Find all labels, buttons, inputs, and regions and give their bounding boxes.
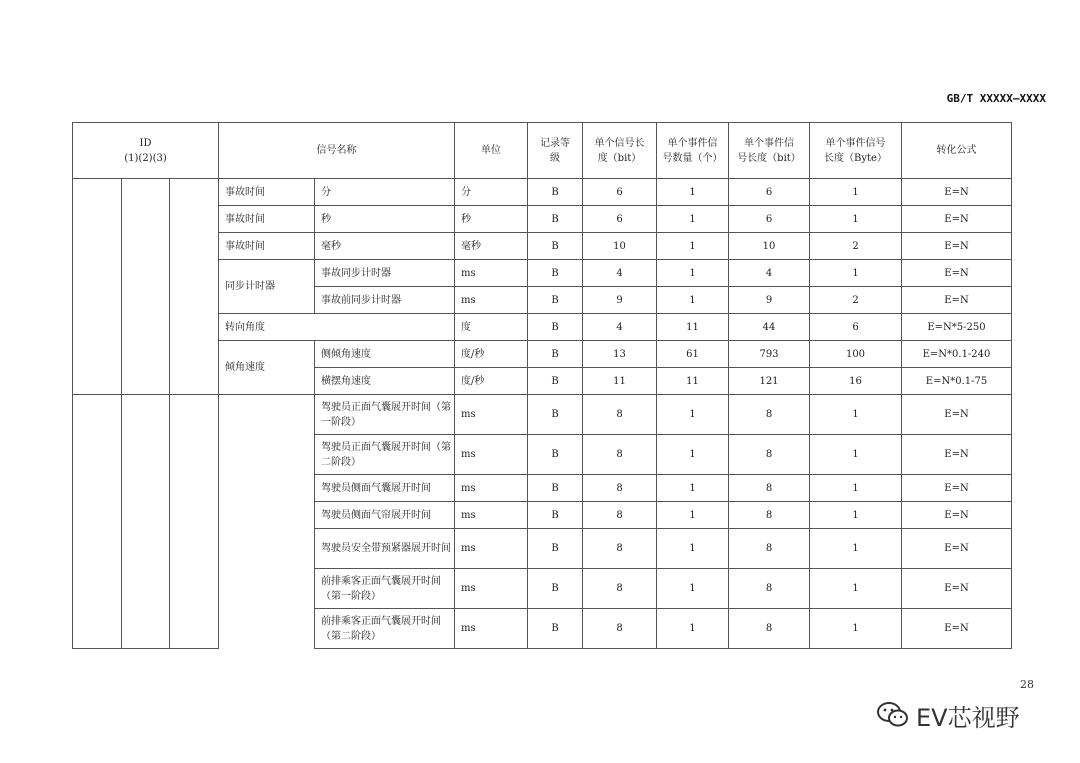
row-level: B xyxy=(528,179,583,206)
row-length: 4 xyxy=(583,260,657,287)
row-length: 8 xyxy=(583,529,657,569)
row-signal-name: 横摆角速度 xyxy=(315,368,455,395)
row-signal-name: 侧倾角速度 xyxy=(315,341,455,368)
row-bytes: 1 xyxy=(810,260,902,287)
id-col-3-cont xyxy=(170,395,219,649)
row-bytes: 100 xyxy=(810,341,902,368)
row-bytes: 1 xyxy=(810,435,902,475)
row-bytes: 16 xyxy=(810,368,902,395)
row-count: 1 xyxy=(657,395,729,435)
row-unit: ms xyxy=(455,609,528,649)
row-group: 倾角速度 xyxy=(219,341,315,395)
row-bytes: 1 xyxy=(810,179,902,206)
row-group: 事故时间 xyxy=(219,233,315,260)
row-length: 8 xyxy=(583,609,657,649)
row-length: 6 xyxy=(583,179,657,206)
row-bytes: 1 xyxy=(810,609,902,649)
row-bits: 8 xyxy=(729,502,810,529)
row-unit: 度 xyxy=(455,314,528,341)
row-bits: 4 xyxy=(729,260,810,287)
row-unit: ms xyxy=(455,475,528,502)
row-bytes: 1 xyxy=(810,475,902,502)
row-length: 13 xyxy=(583,341,657,368)
header-signal-length-l2: 度（bit） xyxy=(597,152,642,164)
row-level: B xyxy=(528,502,583,529)
row-bytes: 1 xyxy=(810,206,902,233)
row-count: 11 xyxy=(657,314,729,341)
row-level: B xyxy=(528,395,583,435)
row-level: B xyxy=(528,475,583,502)
row-group: 转向角度 xyxy=(219,314,455,341)
row-length: 8 xyxy=(583,395,657,435)
header-formula: 转化公式 xyxy=(902,123,1012,179)
row-level: B xyxy=(528,260,583,287)
row-count: 1 xyxy=(657,475,729,502)
row-bytes: 1 xyxy=(810,569,902,609)
row-signal-name: 毫秒 xyxy=(315,233,455,260)
row-bits: 9 xyxy=(729,287,810,314)
header-event-length-byte-l2: 长度（Byte） xyxy=(824,152,887,164)
row-signal-name: 前排乘客正面气囊展开时间（第一阶段） xyxy=(315,569,455,609)
row-group: 事故时间 xyxy=(219,179,315,206)
header-event-length-bit-l2: 号长度（bit） xyxy=(737,152,801,164)
header-event-length-bit-l1: 单个事件信 xyxy=(744,137,794,149)
row-level: B xyxy=(528,233,583,260)
row-bits: 8 xyxy=(729,395,810,435)
row-count: 1 xyxy=(657,435,729,475)
header-event-length-byte xyxy=(810,123,902,179)
standard-number: GB/T XXXXX—XXXX xyxy=(946,92,1046,105)
row-signal-name: 驾驶员安全带预紧器展开时间 xyxy=(315,529,455,569)
row-unit: ms xyxy=(455,435,528,475)
header-record-level xyxy=(528,123,583,179)
header-unit: 单位 xyxy=(455,123,528,179)
header-id-line1: ID xyxy=(139,137,152,149)
row-formula: E=N xyxy=(902,206,1012,233)
header-signal-length-l1: 单个信号长 xyxy=(594,137,645,149)
row-bits: 8 xyxy=(729,569,810,609)
row-bits: 121 xyxy=(729,368,810,395)
row-level: B xyxy=(528,368,583,395)
row-count: 1 xyxy=(657,529,729,569)
row-bits: 8 xyxy=(729,529,810,569)
row-formula: E=N xyxy=(902,287,1012,314)
row-count: 1 xyxy=(657,206,729,233)
header-event-count-l2: 号数量（个） xyxy=(662,152,723,164)
row-length: 11 xyxy=(583,368,657,395)
row-level: B xyxy=(528,435,583,475)
row-level: B xyxy=(528,287,583,314)
row-level: B xyxy=(528,206,583,233)
row-unit: 毫秒 xyxy=(455,233,528,260)
row-signal-name: 驾驶员侧面气囊展开时间 xyxy=(315,475,455,502)
row-bits: 44 xyxy=(729,314,810,341)
row-unit: 秒 xyxy=(455,206,528,233)
row-length: 6 xyxy=(583,206,657,233)
row-count: 1 xyxy=(657,502,729,529)
row-group-airbag xyxy=(219,395,315,649)
row-level: B xyxy=(528,529,583,569)
row-bits: 8 xyxy=(729,475,810,502)
row-bits: 6 xyxy=(729,179,810,206)
header-event-count-l1: 单个事件信 xyxy=(667,137,718,149)
row-signal-name: 秒 xyxy=(315,206,455,233)
row-formula: E=N xyxy=(902,435,1012,475)
id-col-2 xyxy=(122,179,170,395)
row-length: 8 xyxy=(583,435,657,475)
header-signal-length xyxy=(583,123,657,179)
row-bits: 10 xyxy=(729,233,810,260)
row-signal-name: 前排乘客正面气囊展开时间（第二阶段） xyxy=(315,609,455,649)
row-group: 事故时间 xyxy=(219,206,315,233)
row-bytes: 1 xyxy=(810,529,902,569)
table-header-row xyxy=(73,123,1012,179)
row-unit: ms xyxy=(455,287,528,314)
row-level: B xyxy=(528,609,583,649)
row-formula: E=N xyxy=(902,179,1012,206)
row-level: B xyxy=(528,341,583,368)
row-unit: ms xyxy=(455,260,528,287)
row-signal-name: 驾驶员正面气囊展开时间（第二阶段） xyxy=(315,435,455,475)
row-formula: E=N xyxy=(902,475,1012,502)
row-formula: E=N xyxy=(902,260,1012,287)
row-length: 4 xyxy=(583,314,657,341)
id-col-1 xyxy=(73,179,122,395)
row-formula: E=N xyxy=(902,233,1012,260)
row-unit: ms xyxy=(455,502,528,529)
row-bytes: 2 xyxy=(810,287,902,314)
row-signal-name: 事故同步计时器 xyxy=(315,260,455,287)
row-count: 1 xyxy=(657,287,729,314)
row-formula: E=N xyxy=(902,529,1012,569)
id-col-2-cont xyxy=(122,395,170,649)
header-event-count xyxy=(657,123,729,179)
row-formula: E=N*0.1-240 xyxy=(902,341,1012,368)
table-row xyxy=(73,395,1012,435)
header-record-level-l1: 记录等 xyxy=(540,137,570,149)
header-record-level-l2: 级 xyxy=(550,152,560,164)
header-event-length-byte-l1: 单个事件信号 xyxy=(825,137,886,149)
row-bytes: 6 xyxy=(810,314,902,341)
row-level: B xyxy=(528,314,583,341)
row-length: 9 xyxy=(583,287,657,314)
header-id-line2: (1)(2)(3) xyxy=(124,152,167,164)
row-bytes: 1 xyxy=(810,502,902,529)
row-unit: ms xyxy=(455,529,528,569)
row-group: 同步计时器 xyxy=(219,260,315,314)
row-bits: 8 xyxy=(729,609,810,649)
watermark-text: EV芯视野 xyxy=(916,703,1020,732)
watermark xyxy=(876,697,1048,733)
row-formula: E=N xyxy=(902,502,1012,529)
row-unit: ms xyxy=(455,395,528,435)
id-col-3 xyxy=(170,179,219,395)
row-bytes: 1 xyxy=(810,395,902,435)
row-signal-name: 事故前同步计时器 xyxy=(315,287,455,314)
row-count: 1 xyxy=(657,233,729,260)
table-row xyxy=(73,179,1012,206)
row-count: 1 xyxy=(657,609,729,649)
wechat-logo-icon xyxy=(876,700,910,730)
signal-spec-table xyxy=(72,122,1012,649)
row-bits: 793 xyxy=(729,341,810,368)
row-count: 11 xyxy=(657,368,729,395)
row-unit: ms xyxy=(455,569,528,609)
row-count: 1 xyxy=(657,179,729,206)
header-id xyxy=(73,123,219,179)
row-signal-name: 驾驶员侧面气帘展开时间 xyxy=(315,502,455,529)
row-formula: E=N xyxy=(902,569,1012,609)
row-bits: 6 xyxy=(729,206,810,233)
header-event-length-bit xyxy=(729,123,810,179)
row-length: 10 xyxy=(583,233,657,260)
row-unit: 度/秒 xyxy=(455,368,528,395)
row-level: B xyxy=(528,569,583,609)
row-bits: 8 xyxy=(729,435,810,475)
row-count: 61 xyxy=(657,341,729,368)
row-formula: E=N*5-250 xyxy=(902,314,1012,341)
row-formula: E=N xyxy=(902,395,1012,435)
row-count: 1 xyxy=(657,260,729,287)
row-signal-name: 分 xyxy=(315,179,455,206)
row-length: 8 xyxy=(583,502,657,529)
row-formula: E=N*0.1-75 xyxy=(902,368,1012,395)
row-bytes: 2 xyxy=(810,233,902,260)
id-col-1-cont xyxy=(73,395,122,649)
row-unit: 分 xyxy=(455,179,528,206)
row-length: 8 xyxy=(583,475,657,502)
row-unit: 度/秒 xyxy=(455,341,528,368)
page-number: 28 xyxy=(1020,678,1034,691)
header-signal-name: 信号名称 xyxy=(219,123,455,179)
row-formula: E=N xyxy=(902,609,1012,649)
row-length: 8 xyxy=(583,569,657,609)
row-count: 1 xyxy=(657,569,729,609)
row-signal-name: 驾驶员正面气囊展开时间（第一阶段） xyxy=(315,395,455,435)
